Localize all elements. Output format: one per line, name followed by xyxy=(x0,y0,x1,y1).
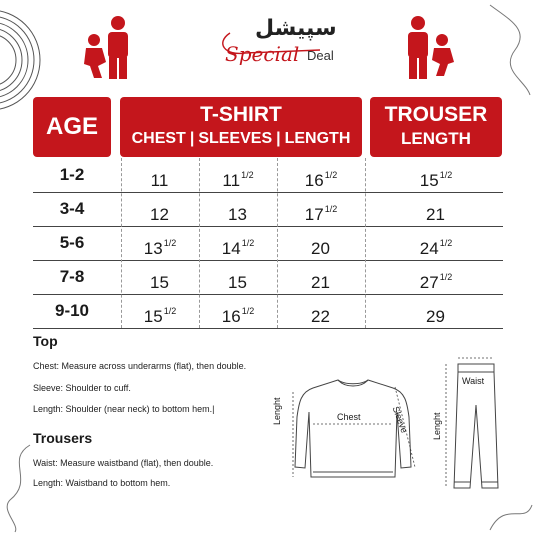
header-trouser xyxy=(370,97,502,157)
cell-sleeves xyxy=(199,158,277,192)
cell-chest xyxy=(121,226,199,260)
cell-trouser-fraction: 1/2 xyxy=(439,170,453,180)
cell-chest-value: 11 xyxy=(150,171,169,190)
header-tshirt-subheaders: CHEST | SLEEVES | LENGTH xyxy=(120,127,362,151)
parent-child-icon-right xyxy=(398,15,458,80)
cell-chest-fraction: 1/2 xyxy=(163,238,177,248)
cell-length xyxy=(277,294,365,328)
cell-chest xyxy=(121,294,199,328)
cell-length-value: 20 xyxy=(311,239,330,258)
table-row xyxy=(33,260,503,294)
cell-age-value: 1-2 xyxy=(59,165,85,184)
cell-sleeves xyxy=(199,192,277,226)
header-tshirt xyxy=(120,97,362,157)
brand-logo xyxy=(215,10,345,72)
trouser-diagram xyxy=(440,350,510,495)
cell-length xyxy=(277,192,365,226)
instruction-trouser-length: Length: Waistband to bottom hem. xyxy=(33,478,171,488)
cell-sleeves xyxy=(199,226,277,260)
brand-suffix: Deal xyxy=(307,48,334,63)
cell-age xyxy=(33,158,111,192)
cell-chest-value: 15 xyxy=(150,273,169,292)
cell-trouser xyxy=(370,226,502,260)
instruction-sleeve: Sleeve: Shoulder to cuff. xyxy=(33,383,131,393)
table-row xyxy=(33,158,503,192)
cell-trouser-value: 29 xyxy=(426,307,445,326)
cell-trouser xyxy=(370,260,502,294)
brand-script-name: Special xyxy=(225,42,300,66)
cell-length-value: 17 xyxy=(304,205,324,224)
cell-sleeves-value: 13 xyxy=(228,205,247,224)
header-trouser-length: LENGTH xyxy=(401,129,471,148)
cell-sleeves-fraction: 1/2 xyxy=(241,306,255,316)
table-row xyxy=(33,192,503,226)
cell-age-value: 5-6 xyxy=(59,233,85,252)
trouser-waist-label: Waist xyxy=(462,376,485,386)
cell-length-fraction: 1/2 xyxy=(324,204,338,214)
cell-trouser-value: 27 xyxy=(419,273,439,292)
cell-sleeves-value: 16 xyxy=(221,307,241,326)
cell-trouser-value: 21 xyxy=(426,205,445,224)
cell-length xyxy=(277,226,365,260)
instruction-chest: Chest: Measure across underarms (flat), then double. xyxy=(33,361,247,371)
decorative-swirl-topright xyxy=(470,0,533,100)
header-length: LENGTH xyxy=(284,130,351,147)
cell-chest-value: 13 xyxy=(143,239,163,258)
cell-sleeves xyxy=(199,294,277,328)
cell-sleeves-value: 11 xyxy=(222,171,241,190)
column-divider xyxy=(277,158,278,328)
cell-trouser-fraction: 1/2 xyxy=(439,238,453,248)
cell-length xyxy=(277,158,365,192)
table-row xyxy=(33,226,503,260)
cell-age xyxy=(33,192,111,226)
cell-length-value: 21 xyxy=(311,273,330,292)
cell-sleeves-fraction: 1/2 xyxy=(241,170,254,180)
cell-chest-fraction: 1/2 xyxy=(163,306,177,316)
table-row xyxy=(33,294,503,328)
column-divider xyxy=(365,158,366,328)
cell-age-value: 9-10 xyxy=(54,301,90,320)
trouser-length-label: Lenght xyxy=(432,412,442,440)
cell-chest xyxy=(121,260,199,294)
cell-trouser xyxy=(370,158,502,192)
cell-chest xyxy=(121,192,199,226)
parent-child-icon-left xyxy=(78,15,138,80)
cell-age-value: 7-8 xyxy=(59,267,85,286)
cell-chest xyxy=(121,158,199,192)
instruction-waist: Waist: Measure waistband (flat), then double. xyxy=(33,458,214,468)
cell-length-fraction: 1/2 xyxy=(324,170,338,180)
cell-age xyxy=(33,294,111,328)
cell-trouser-fraction: 1/2 xyxy=(439,272,453,282)
cell-age xyxy=(33,226,111,260)
column-divider xyxy=(199,158,200,328)
cell-sleeves-value: 15 xyxy=(228,273,247,292)
cell-length-value: 22 xyxy=(311,307,330,326)
cell-chest-value: 15 xyxy=(143,307,163,326)
cell-sleeves xyxy=(199,260,277,294)
header-chest: CHEST xyxy=(131,130,186,147)
section-trousers-title: Trousers xyxy=(33,430,93,446)
instruction-length: Length: Shoulder (near neck) to bottom hem.| xyxy=(33,404,215,414)
cell-trouser-value: 24 xyxy=(419,239,439,258)
cell-age xyxy=(33,260,111,294)
cell-trouser xyxy=(370,294,502,328)
column-divider xyxy=(121,158,122,328)
cell-sleeves-fraction: 1/2 xyxy=(241,238,255,248)
decorative-swirl-bottomright xyxy=(485,495,533,533)
cell-sleeves-value: 14 xyxy=(221,239,241,258)
cell-length-value: 16 xyxy=(304,171,324,190)
shirt-chest-label: Chest xyxy=(337,412,361,422)
header-sleeves: SLEEVES xyxy=(198,130,273,147)
cell-age-value: 3-4 xyxy=(59,199,85,218)
shirt-length-label: Lenght xyxy=(272,397,282,425)
header-trouser-title: TROUSER xyxy=(384,103,488,126)
cell-length xyxy=(277,260,365,294)
cell-trouser-value: 15 xyxy=(419,171,439,190)
shirt-sleeve-label: Sleeve xyxy=(390,405,410,435)
cell-chest-value: 12 xyxy=(150,205,169,224)
section-top-title: Top xyxy=(33,333,58,349)
cell-trouser xyxy=(370,192,502,226)
row-divider xyxy=(33,328,503,329)
header-age: AGE xyxy=(33,97,111,157)
header-tshirt-title: T-SHIRT xyxy=(200,103,282,126)
brand-urdu-name: سپیشل xyxy=(255,16,337,41)
